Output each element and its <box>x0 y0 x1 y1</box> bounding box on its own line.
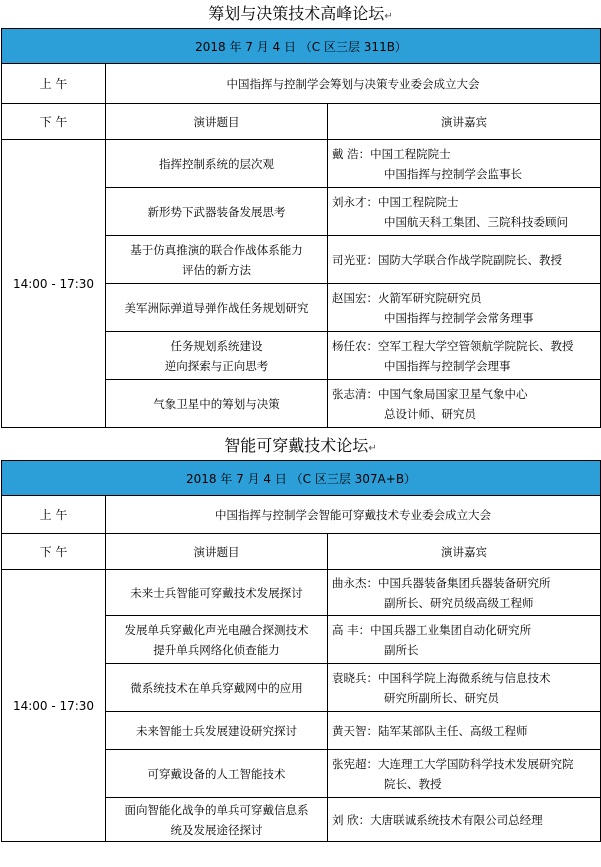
forum2-date-header: 2018 年 7 月 4 日 （C 区三层 307A+B） <box>2 461 601 496</box>
forum2-speaker: 刘 欣：大唐联诚系统技术有限公司总经理 <box>328 798 601 842</box>
forum1-schedule-table <box>1 28 601 428</box>
forum1-talk-topic: 新形势下武器装备发展思考 <box>106 188 328 236</box>
forum1-speaker: 杨任农：空军工程大学空管领航学院院长、教授 中国指挥与控制学会理事 <box>328 332 601 380</box>
forum1-speaker: 戴 浩：中国工程院院士 中国指挥与控制学会监事长 <box>328 140 601 188</box>
forum2-morning-event: 中国指挥与控制学会智能可穿戴技术专业委会成立大会 <box>106 496 601 534</box>
forum1-speaker: 赵国宏：火箭军研究院研究员 中国指挥与控制学会常务理事 <box>328 284 601 332</box>
forum2-col-speaker: 演讲嘉宾 <box>328 534 601 570</box>
forum1-talk-topic: 基于仿真推演的联合作战体系能力 评估的新方法 <box>106 236 328 284</box>
forum2-talk-topic: 发展单兵穿戴化声光电融合探测技术 提升单兵网络化侦查能力 <box>106 616 328 664</box>
forum1-speaker: 刘永才：中国工程院院士 中国航天科工集团、三院科技委顾问 <box>328 188 601 236</box>
forum2-talk-topic: 面向智能化战争的单兵可穿戴信息系 统及发展途径探讨 <box>106 798 328 842</box>
forum1-talk-topic: 气象卫星中的筹划与决策 <box>106 380 328 428</box>
forum2-talk-topic: 未来智能士兵发展建设研究探讨 <box>106 712 328 750</box>
forum2-speaker: 曲永杰：中国兵器装备集团兵器装备研究所 副所长、研究员级高级工程师 <box>328 570 601 616</box>
forum1-speaker: 张志清：中国气象局国家卫星气象中心 总设计师、研究员 <box>328 380 601 428</box>
forum1-title: 筹划与决策技术高峰论坛↵ <box>208 4 393 23</box>
forum2-speaker: 张宪超：大连理工大学国防科学技术发展研究院 院长、教授 <box>328 750 601 798</box>
forum2-afternoon-label: 下 午 <box>2 534 106 570</box>
forum2-talk-topic: 微系统技术在单兵穿戴网中的应用 <box>106 664 328 712</box>
forum2-morning-label: 上 午 <box>2 496 106 534</box>
forum1-morning-label: 上 午 <box>2 64 106 104</box>
forum2-speaker: 高 丰：中国兵器工业集团自动化研究所 副所长 <box>328 616 601 664</box>
forum1-morning-event: 中国指挥与控制学会筹划与决策专业委会成立大会 <box>106 64 601 104</box>
forum1-talk-topic: 指挥控制系统的层次观 <box>106 140 328 188</box>
forum1-talk-topic: 美军洲际弹道导弹作战任务规划研究 <box>106 284 328 332</box>
forum2-speaker: 黄天智：陆军某部队主任、高级工程师 <box>328 712 601 750</box>
forum2-title: 智能可穿戴技术论坛↵ <box>224 436 377 455</box>
forum2-schedule-table <box>1 460 601 842</box>
forum1-col-topic: 演讲题目 <box>106 104 328 140</box>
forum1-afternoon-label: 下 午 <box>2 104 106 140</box>
forum2-time: 14:00 - 17:30 <box>2 570 106 842</box>
forum2-speaker: 袁晓兵：中国科学院上海微系统与信息技术 研究所副所长、研究员 <box>328 664 601 712</box>
forum1-col-speaker: 演讲嘉宾 <box>328 104 601 140</box>
forum2-talk-topic: 未来士兵智能可穿戴技术发展探讨 <box>106 570 328 616</box>
forum1-date-header: 2018 年 7 月 4 日 （C 区三层 311B） <box>2 29 601 64</box>
forum1-time: 14:00 - 17:30 <box>2 140 106 428</box>
forum2-col-topic: 演讲题目 <box>106 534 328 570</box>
forum1-talk-topic: 任务规划系统建设 逆向探索与正向思考 <box>106 332 328 380</box>
forum1-speaker: 司光亚：国防大学联合作战学院副院长、教授 <box>328 236 601 284</box>
forum2-talk-topic: 可穿戴设备的人工智能技术 <box>106 750 328 798</box>
